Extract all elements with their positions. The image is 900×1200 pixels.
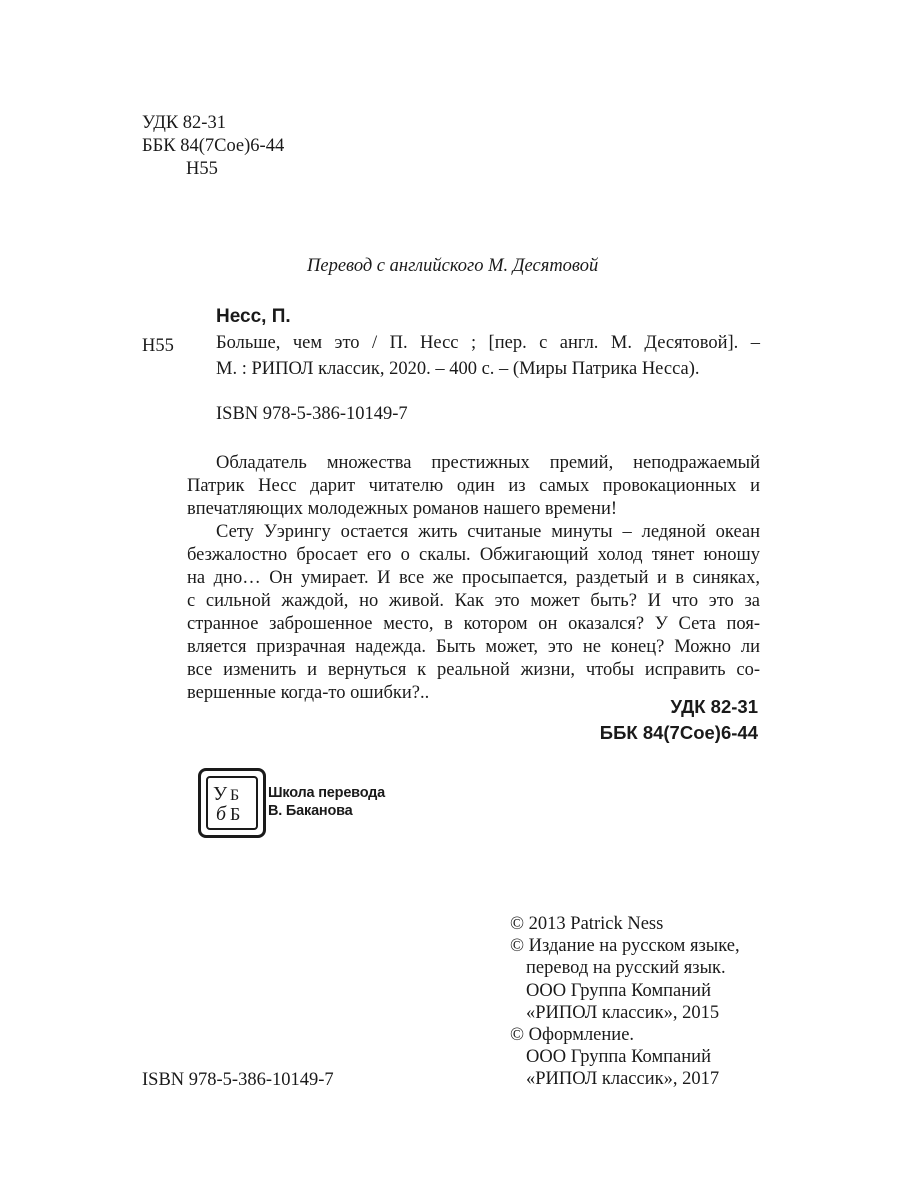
udk-code: УДК 82-31 [142, 113, 226, 133]
annotation-line: на дно… Он умирает. И все же просыпается, раздетый и в синяках, [187, 568, 760, 588]
logo-letter: Б [230, 804, 241, 824]
annotation-line: вляется призрачная надежда. Быть может, это не конец? Можно ли [187, 637, 760, 657]
record-author: Несс, П. [216, 306, 291, 327]
annotation-line: Патрик Несс дарит читателю один из самых провокационных и [187, 476, 760, 496]
classification-codes [142, 112, 284, 181]
logo-line-1: Школа перевода [268, 785, 386, 801]
record-isbn: ISBN 978-5-386-10149-7 [216, 404, 408, 424]
copyright-line: © Издание на русском языке, [510, 936, 740, 957]
annotation-paragraph-1 [187, 452, 760, 521]
biblio-line: М. : РИПОЛ классик, 2020. – 400 с. – (Миры Патрика Несса). [216, 359, 700, 379]
annotation-paragraph-2 [187, 521, 760, 705]
logo-line-2: В. Баканова [268, 803, 353, 819]
logo-inner-frame [206, 776, 258, 830]
annotation-line: все изменить и вернуться к реальной жизни, чтобы исправить со- [187, 660, 760, 680]
copyright-line: © 2013 Patrick Ness [510, 914, 664, 934]
copyright-line: «РИПОЛ классик», 2015 [526, 1002, 720, 1023]
annotation-line: вершенные когда-то ошибки?.. [187, 683, 430, 703]
publisher-logo-mark [198, 768, 266, 838]
logo-monogram-icon [208, 778, 254, 826]
biblio-line: Больше, чем это / П. Несс ; [пер. с англ. М. Десятовой]. – [216, 333, 760, 353]
annotation-line: Обладатель множества престижных премий, неподражаемый [216, 453, 760, 473]
copyright-line: ООО Группа Компаний [526, 1047, 711, 1068]
annotation-line: с сильной жаждой, но живой. Как это может быть? И что это за [187, 591, 760, 611]
copyright-line: «РИПОЛ классик», 2017 [526, 1069, 720, 1090]
author-mark: Н55 [186, 159, 218, 179]
annotation-line: странное заброшенное место, в котором он оказался? У Сета поя- [187, 614, 760, 634]
logo-letter: У [213, 783, 228, 805]
classification-codes-bold [600, 694, 758, 746]
copyright-line: © Оформление. [510, 1025, 635, 1046]
udk-code-bold: УДК 82-31 [670, 696, 758, 717]
copyright-line: ООО Группа Компаний [526, 980, 711, 1001]
bbk-code: ББК 84(7Сое)6-44 [142, 136, 285, 156]
publisher-logo-text [268, 784, 385, 820]
footer-isbn: ISBN 978-5-386-10149-7 [142, 1070, 334, 1090]
logo-letter: Б [230, 787, 240, 804]
bibliographic-description [216, 330, 760, 382]
annotation-line: Сету Уэрингу остается жить считаные минуты – ледяной океан [216, 522, 760, 542]
translation-note: Перевод с английского М. Десятовой [307, 256, 599, 276]
annotation [187, 452, 760, 705]
annotation-line: впечатляющих молодежных романов нашего времени! [187, 499, 617, 519]
copyright-line: перевод на русский язык. [526, 958, 726, 979]
bbk-code-bold: ББК 84(7Сое)6-44 [599, 722, 758, 743]
record-author-mark: Н55 [142, 336, 174, 356]
copyright-block [510, 913, 740, 1091]
logo-letter: б [216, 803, 227, 825]
annotation-line: безжалостно бросает его о скалы. Обжигающий холод тянет юношу [187, 545, 760, 565]
